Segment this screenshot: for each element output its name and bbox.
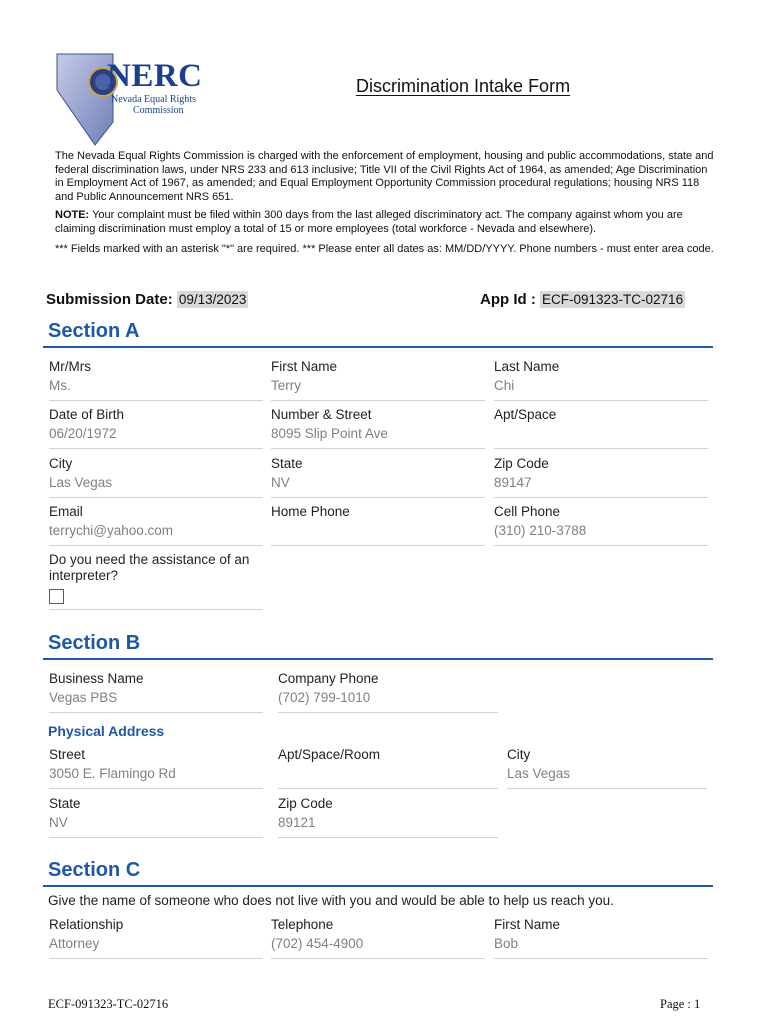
first-name-value: Terry — [271, 378, 301, 393]
footer-page-number: Page : 1 — [660, 997, 701, 1011]
mr-mrs-field[interactable] — [49, 359, 263, 394]
contact-first-name-value: Bob — [494, 936, 519, 951]
city-field[interactable] — [49, 456, 263, 491]
submission-date-label: Submission Date: — [46, 291, 173, 308]
company-phone-field[interactable] — [278, 671, 498, 706]
date-of-birth-value: 06/20/1972 — [49, 426, 117, 441]
business-name-value: Vegas PBS — [49, 690, 118, 705]
business-apt-label: Apt/Space/Room — [278, 747, 381, 762]
app-id-label: App Id : — [480, 291, 536, 308]
contact-first-name-field[interactable] — [494, 917, 708, 952]
submission-date — [46, 291, 248, 308]
first-name-field[interactable] — [271, 359, 485, 394]
first-name-label: First Name — [271, 359, 338, 374]
apt-space-field[interactable] — [494, 407, 708, 426]
company-phone-value: (702) 799-1010 — [278, 690, 371, 705]
zip-code-value: 89147 — [494, 475, 532, 490]
business-state-label: State — [49, 796, 81, 811]
business-zip-label: Zip Code — [278, 796, 333, 811]
email-value: terrychi@yahoo.com — [49, 523, 173, 538]
section-b-rule — [43, 658, 713, 660]
date-of-birth-field[interactable] — [49, 407, 263, 442]
zip-code-field[interactable] — [494, 456, 708, 491]
note-text: Your complaint must be filed within 300 days from the last alleged discriminatory act. The company against whom you are claiming discrimination must employ a total of 15 or more employees (total workforce - Nevada and elsewhere). — [55, 209, 683, 235]
city-value: Las Vegas — [49, 475, 113, 490]
section-c-rule — [43, 885, 713, 887]
interpreter-field — [49, 552, 263, 604]
cell-phone-field[interactable] — [494, 504, 708, 539]
interpreter-checkbox[interactable] — [49, 589, 64, 604]
nerc-logo — [55, 52, 225, 147]
city-label: City — [49, 456, 73, 471]
interpreter-label: Do you need the assistance of an interpreter? — [49, 552, 250, 583]
section-c-instruction: Give the name of someone who does not live with you and would be able to help us reach you. — [48, 893, 614, 908]
business-state-field[interactable] — [49, 796, 263, 831]
state-field[interactable] — [271, 456, 485, 491]
state-label: State — [271, 456, 303, 471]
last-name-label: Last Name — [494, 359, 560, 374]
business-city-label: City — [507, 747, 531, 762]
mr-mrs-value: Ms. — [49, 378, 71, 393]
section-a-title: Section A — [48, 320, 140, 342]
physical-address-heading: Physical Address — [48, 723, 165, 739]
app-id — [480, 291, 685, 308]
number-street-field[interactable] — [271, 407, 485, 442]
footer-doc-id: ECF-091323-TC-02716 — [48, 997, 169, 1011]
date-of-birth-label: Date of Birth — [49, 407, 125, 422]
section-a-rule — [43, 346, 713, 348]
contact-first-name-label: First Name — [494, 917, 561, 932]
business-zip-value: 89121 — [278, 815, 316, 830]
business-name-field[interactable] — [49, 671, 263, 706]
submission-date-value: 09/13/2023 — [178, 292, 247, 307]
logo-name-line1: Nevada Equal Rights — [111, 94, 196, 105]
number-street-value: 8095 Slip Point Ave — [271, 426, 388, 441]
state-value: NV — [271, 475, 290, 490]
note-label: NOTE: — [55, 209, 90, 221]
contact-telephone-label: Telephone — [271, 917, 334, 932]
fields-note: *** Fields marked with an asterisk "*" are required. *** Please enter all dates as: MM/DD/YYYY. Phone numbers - must enter area code. — [55, 243, 714, 255]
email-field[interactable] — [49, 504, 263, 539]
section-b-title: Section B — [48, 632, 141, 654]
section-c-title: Section C — [48, 859, 141, 881]
relationship-field[interactable] — [49, 917, 263, 952]
business-city-value: Las Vegas — [507, 766, 571, 781]
business-city-field[interactable] — [507, 747, 707, 782]
business-state-value: NV — [49, 815, 68, 830]
home-phone-label: Home Phone — [271, 504, 350, 519]
zip-code-label: Zip Code — [494, 456, 549, 471]
apt-space-label: Apt/Space — [494, 407, 557, 422]
business-name-label: Business Name — [49, 671, 144, 686]
last-name-value: Chi — [494, 378, 515, 393]
form-title: Discrimination Intake Form — [356, 76, 571, 96]
app-id-value: ECF-091323-TC-02716 — [542, 292, 684, 307]
cell-phone-value: (310) 210-3788 — [494, 523, 587, 538]
last-name-field[interactable] — [494, 359, 708, 394]
contact-telephone-field[interactable] — [271, 917, 485, 952]
logo-name-line2: Commission — [133, 105, 184, 116]
logo-acronym: NERC — [107, 58, 203, 94]
business-street-field[interactable] — [49, 747, 263, 782]
email-label: Email — [49, 504, 83, 519]
company-phone-label: Company Phone — [278, 671, 379, 686]
contact-telephone-value: (702) 454-4900 — [271, 936, 364, 951]
intro-paragraph: The Nevada Equal Rights Commission is charged with the enforcement of employment, housing and public accommodations, state and federal discrimination laws, under NRS 233 and 613 inclusive; Title VII of the Civil Rights Act of 1964, as amended; Age Discrimination in Employment Act of 1967, as amended; and Equal Employment Opportunity Commission procedural regulations; housing NRS 118 and Public Announcement NRS 651. — [55, 150, 714, 203]
home-phone-field[interactable] — [271, 504, 485, 523]
business-apt-field[interactable] — [278, 747, 498, 766]
business-zip-field[interactable] — [278, 796, 498, 831]
cell-phone-label: Cell Phone — [494, 504, 561, 519]
business-street-value: 3050 E. Flamingo Rd — [49, 766, 176, 781]
relationship-label: Relationship — [49, 917, 124, 932]
relationship-value: Attorney — [49, 936, 100, 951]
mr-mrs-label: Mr/Mrs — [49, 359, 91, 374]
business-street-label: Street — [49, 747, 86, 762]
note-paragraph — [55, 209, 715, 236]
number-street-label: Number & Street — [271, 407, 372, 422]
